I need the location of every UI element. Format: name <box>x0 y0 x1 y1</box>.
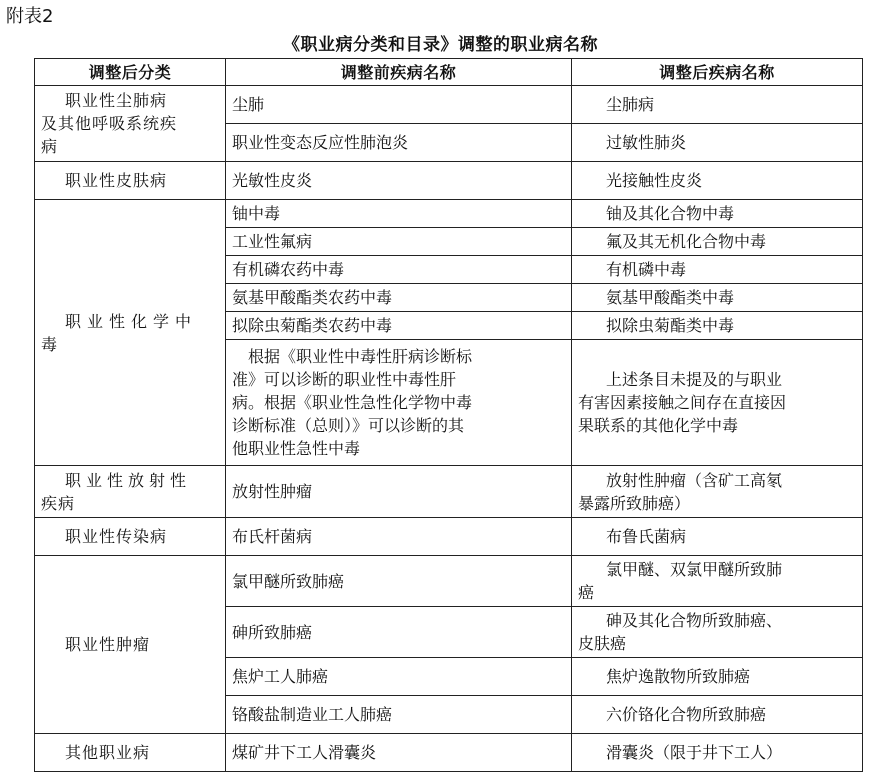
category-line: 疾病 <box>41 493 76 513</box>
disease-table <box>34 58 863 772</box>
before-name-cell: 有机磷农药中毒 <box>226 256 572 284</box>
after-line: 氯甲醚、双氯甲醚所致肺 <box>606 560 783 579</box>
before-name-cell: 布氏杆菌病 <box>226 518 572 556</box>
category-line: 职业性尘肺病 <box>65 91 168 110</box>
before-line: 准》可以诊断的职业性中毒性肝 <box>232 370 457 389</box>
category-line: 职业性化学中 <box>65 311 198 331</box>
after-name-cell <box>572 86 863 124</box>
table-row <box>35 466 863 518</box>
category-line: 病 <box>41 137 59 156</box>
category-line: 毒 <box>41 334 59 354</box>
before-name-cell: 焦炉工人肺癌 <box>226 658 572 696</box>
before-name-cell: 放射性肿瘤 <box>226 466 572 518</box>
category-line: 职业性肿瘤 <box>65 635 151 654</box>
before-line: 病。根据《职业性急性化学物中毒 <box>232 393 473 412</box>
after-name: 有机磷中毒 <box>606 260 687 279</box>
category-line: 及其他呼吸系统疾 <box>41 114 178 133</box>
table-caption: 附表2 <box>6 6 54 27</box>
table-row <box>35 200 863 228</box>
after-name-cell <box>572 162 863 200</box>
after-line: 皮肤癌 <box>578 634 627 653</box>
after-line: 砷及其化合物所致肺癌、 <box>606 611 783 630</box>
category-cell <box>35 518 226 556</box>
after-name-cell <box>572 556 863 607</box>
category-cell <box>35 466 226 518</box>
after-line: 暴露所致肺癌） <box>578 493 691 513</box>
before-name-cell <box>226 340 572 466</box>
after-name: 光接触性皮炎 <box>606 171 703 190</box>
after-name-cell <box>572 200 863 228</box>
before-name-cell: 氨基甲酸酯类农药中毒 <box>226 284 572 312</box>
after-name-cell <box>572 256 863 284</box>
after-name-cell <box>572 124 863 162</box>
after-name-cell <box>572 228 863 256</box>
after-name: 氨基甲酸酯类中毒 <box>606 288 735 307</box>
table-row <box>35 86 863 124</box>
before-name-cell: 铀中毒 <box>226 200 572 228</box>
category-line: 职业性传染病 <box>65 527 168 546</box>
after-name-cell <box>572 466 863 518</box>
before-line: 根据《职业性中毒性肝病诊断标 <box>248 347 473 366</box>
after-name: 布鲁氏菌病 <box>606 527 687 546</box>
table-title: 《职业病分类和目录》调整的职业病名称 <box>283 35 598 55</box>
category-cell <box>35 86 226 162</box>
header-row <box>35 59 863 86</box>
after-name-cell <box>572 284 863 312</box>
after-name-cell <box>572 696 863 734</box>
before-line: 诊断标准（总则）》可以诊断的其 <box>232 416 465 435</box>
category-cell <box>35 200 226 466</box>
before-name-cell: 拟除虫菊酯类农药中毒 <box>226 312 572 340</box>
category-line: 职业性皮肤病 <box>65 171 168 190</box>
after-name-cell <box>572 607 863 658</box>
after-line: 果联系的其他化学中毒 <box>578 416 739 435</box>
before-name-cell: 煤矿井下工人滑囊炎 <box>226 734 572 772</box>
before-line: 他职业性急性中毒 <box>232 439 361 458</box>
table-row <box>35 734 863 772</box>
header-before: 调整前疾病名称 <box>226 59 572 86</box>
after-name: 六价铬化合物所致肺癌 <box>606 705 767 724</box>
table-row <box>35 518 863 556</box>
before-name-cell: 职业性变态反应性肺泡炎 <box>226 124 572 162</box>
before-name-cell: 砷所致肺癌 <box>226 607 572 658</box>
after-name-cell <box>572 518 863 556</box>
category-cell <box>35 734 226 772</box>
after-name-cell <box>572 658 863 696</box>
before-name-cell: 尘肺 <box>226 86 572 124</box>
category-cell <box>35 556 226 734</box>
header-after: 调整后疾病名称 <box>572 59 863 86</box>
after-line: 有害因素接触之间存在直接因 <box>578 393 787 412</box>
after-line: 上述条目未提及的与职业 <box>606 370 783 389</box>
after-line: 癌 <box>578 583 595 602</box>
table-row <box>35 556 863 607</box>
after-name: 滑囊炎（限于井下工人） <box>606 743 783 762</box>
before-name-cell: 光敏性皮炎 <box>226 162 572 200</box>
category-line: 其他职业病 <box>65 743 151 762</box>
before-name-cell: 氯甲醚所致肺癌 <box>226 556 572 607</box>
after-name: 过敏性肺炎 <box>606 133 687 152</box>
after-name: 拟除虫菊酯类中毒 <box>606 316 735 335</box>
after-name: 焦炉逸散物所致肺癌 <box>606 667 751 686</box>
category-line: 职业性放射性 <box>65 470 192 490</box>
table-row <box>35 162 863 200</box>
before-name-cell: 工业性氟病 <box>226 228 572 256</box>
after-name-cell <box>572 312 863 340</box>
after-name: 氟及其无机化合物中毒 <box>606 232 767 251</box>
after-name-cell <box>572 340 863 466</box>
after-name-cell <box>572 734 863 772</box>
category-cell <box>35 162 226 200</box>
after-name: 铀及其化合物中毒 <box>606 204 735 223</box>
before-name-cell: 铬酸盐制造业工人肺癌 <box>226 696 572 734</box>
after-name: 尘肺病 <box>606 95 655 114</box>
after-line: 放射性肿瘤（含矿工高氡 <box>606 470 783 490</box>
header-category: 调整后分类 <box>35 59 226 86</box>
